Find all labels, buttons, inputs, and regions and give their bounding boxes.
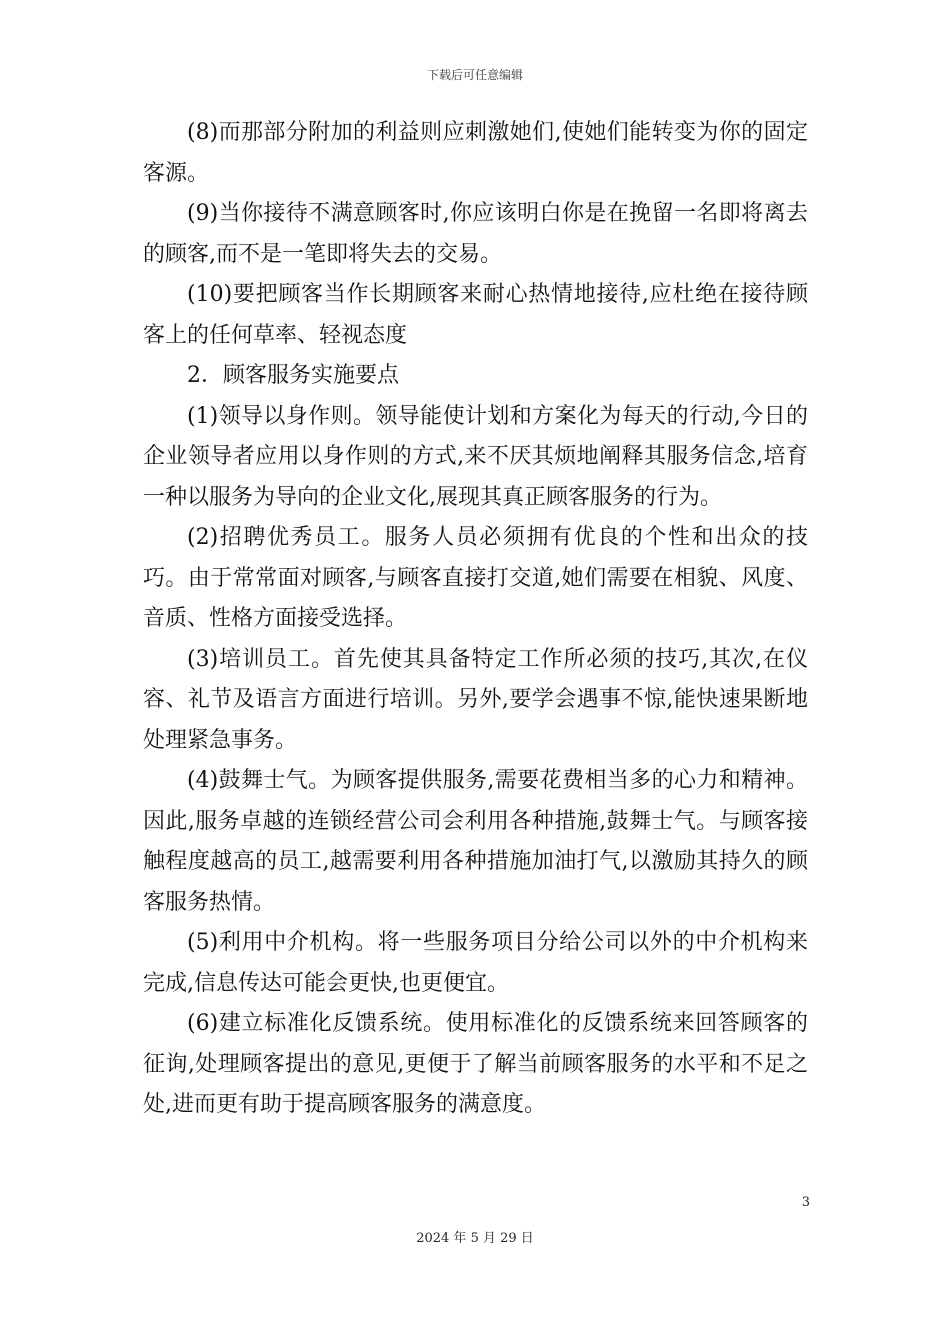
paragraph-item-8: (8)而那部分附加的利益则应刺激她们,使她们能转变为你的固定客源。 [143, 120, 808, 186]
paragraph-item-10: (10)要把顾客当作长期顾客来耐心热情地接待,应杜绝在接待顾客上的任何草率、轻视态度 [143, 282, 808, 348]
section-heading: 2．顾客服务实施要点 [187, 363, 399, 388]
paragraph-item-9: (9)当你接待不满意顾客时,你应该明白你是在挽留一名即将离去的顾客,而不是一笔即将失去的交易。 [143, 201, 808, 267]
paragraph-point-3: (3)培训员工。首先使其具备特定工作所必须的技巧,其次,在仪容、礼节及语言方面进行培训。另外,要学会遇事不惊,能快速果断地处理紧急事务。 [143, 646, 808, 753]
paragraph-point-6: (6)建立标准化反馈系统。使用标准化的反馈系统来回答顾客的征询,处理顾客提出的意见,更便于了解当前顾客服务的水平和不足之处,进而更有助于提高顾客服务的满意度。 [143, 1011, 808, 1117]
paragraph-point-1: (1)领导以身作则。领导能使计划和方案化为每天的行动,今日的企业领导者应用以身作则的方式,来不厌其烦地阐释其服务信念,培育一种以服务为导向的企业文化,展现其真正顾客服务的行为。 [143, 403, 808, 510]
paragraph-point-4: (4)鼓舞士气。为顾客提供服务,需要花费相当多的心力和精神。因此,服务卓越的连锁经营公司会利用各种措施,鼓舞士气。与顾客接触程度越高的员工,越需要利用各种措施加油打气,以激励其持久的顾客服务热情。 [143, 768, 808, 915]
page-footer-date: 2024 年 5 月 29 日 [416, 1231, 534, 1246]
paragraph-point-5: (5)利用中介机构。将一些服务项目分给公司以外的中介机构来完成,信息传达可能会更快,也更便宜。 [143, 930, 808, 996]
page-header: 下载后可任意编辑 [426, 68, 523, 82]
page-number: 3 [801, 1195, 810, 1210]
document-body [143, 113, 808, 1126]
paragraph-point-2: (2)招聘优秀员工。服务人员必须拥有优良的个性和出众的技巧。由于常常面对顾客,与顾客直接打交道,她们需要在相貌、风度、音质、性格方面接受选择。 [143, 525, 808, 631]
